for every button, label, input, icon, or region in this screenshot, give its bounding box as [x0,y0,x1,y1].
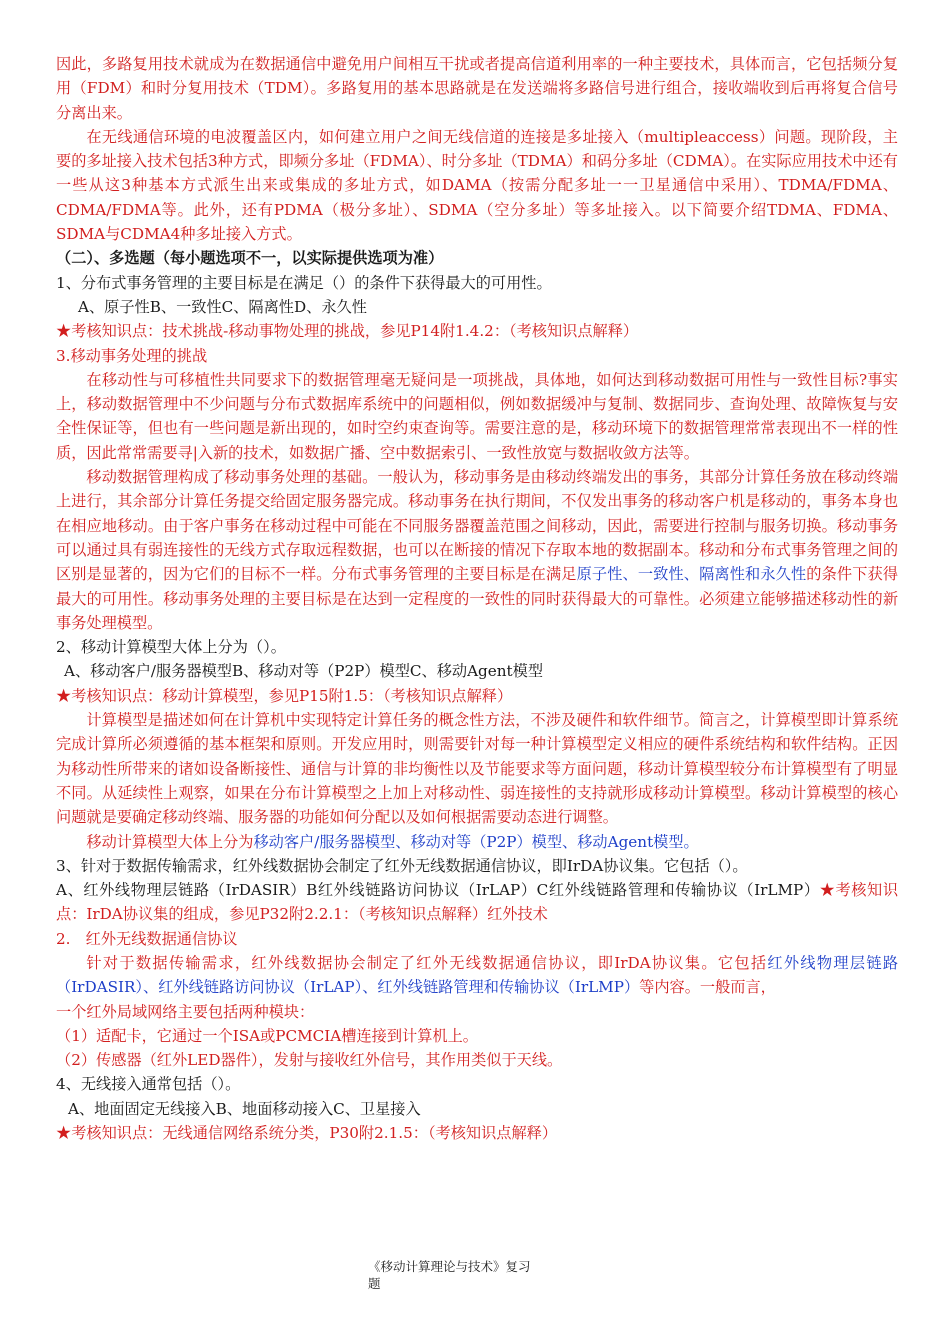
question-2-options: A、移动客户/服务器模型B、移动对等（P2P）模型C、移动Agent模型 [64,662,544,681]
footer-line-1: 《移动计算理论与技术》复习 [368,1259,531,1274]
answer-highlight: 移动客户/服务器模型、移动对等（P2P）模型、移动Agent模型。 [253,832,699,851]
knowledge-text: 考核知识点：技术挑战-移动事物处理的挑战，参见P14附1.4.2：（考核知识点解释） [71,322,639,341]
question-2-knowledge [56,684,898,708]
explanation-text: 移动计算模型大体上分为 [86,832,254,851]
page-footer [368,1258,598,1292]
explanation-text: 等内容。一般而言， [639,978,776,997]
options-text: A、红外线物理层链路（IrDASIR）B红外线链路访问协议（IrLAP）C红外线链路管理和传输协议（IrLMP） [56,881,820,900]
question-1-knowledge [56,319,898,343]
question-2-explanation-2 [56,830,898,854]
question-3-subhead: 2. 红外无线数据通信协议 [56,929,238,948]
explanation-text: 针对于数据传输需求，红外线数据协会制定了红外无线数据通信协议，即IrDA协议集。它包括 [86,953,768,972]
explanation-text: 移动数据管理构成了移动事务处理的基础。一般认为，移动事务是由移动终端发出的事务，其部分计算任务放在移动终端上进行，其余部分计算任务提交给固定服务器完成。移动事务在执行期间，不仅发出事务的移动客户机是移动的，事务本身也在相应地移动。由于客户事务在移动过程中可能在不同服务器覆盖范围之间移动，因此，需要进行控制与服务切换。移动事务可以通过具有弱连接性的无线方式存取远程数据，也可以在断接的情况下存取本地的数据副本。移动和分布式事务管理之间的区别是显著的，因为它们的目标不一样。分布式事务管理的主要目标是在满足 [56,468,898,584]
answer-highlight: 原子性、一致性、隔离性和永久性 [576,565,807,584]
question-3-explanation-1 [56,951,898,1000]
paragraph-multiplexing: 因此，多路复用技术就成为在数据通信中避免用户间相互干扰或者提高信道利用率的一种主要技术，具体而言，它包括频分复用（FDM）和时分复用技术（TDM）。多路复用的基本思路就是在发送端将多路信号进行组合，接收端收到后再将复合信号分离出来。 [56,55,898,122]
question-1-explanation-1: 在移动性与可移植性共同要求下的数据管理毫无疑问是一项挑战，具体地，如何达到移动数据可用性与一致性目标?事实上，移动数据管理中不少问题与分布式数据库系统中的问题相似，例如数据缓冲与复制、数据同步、查询处理、故障恢复与安全性保证等，但也有一些问题是新出现的，如时空约束查询等。需要注意的是，移动环境下的数据管理常常表现出不一样的性质，因此常常需要寻|入新的技术，如数据广播、空中数据索引、一致性放宽与数据收敛方法等。 [56,370,898,462]
explanation-text: 的条件下获得最大的可用性。移动事务处理的主要目标是在达到一定程度的一致性的同时获得最大的可靠性。必须建立能够描述移动性的新事务处理模型。 [56,565,899,632]
knowledge-text: 考核知识点：IrDA协议集的组成，参见P32附2.2.1：（考核知识点解释）红外技术 [56,881,899,924]
question-2-explanation-1: 计算模型是描述如何在计算机中实现特定计算任务的概念性方法，不涉及硬件和软件细节。简言之，计算模型即计算系统完成计算所必须遵循的基本框架和原则。开发应用时，则需要针对每一种计算模型定义相应的硬件系统结构和软件结构。正因为移动性所带来的诸如设备断接性、通信与计算的非均衡性以及节能要求等方面问题，移动计算模型较分布计算模型有了明显不同。从延续性上观察，如果在分布计算模型之上加上对移动性、弱连接性的支持就形成移动计算模型。移动计算模型的核心问题就是要确定移动终端、服务器的功能如何分配以及如何根据需要动态进行调整。 [56,711,898,827]
star-icon: ★ [56,322,72,341]
answer-highlight: 红外线物理层链路（IrDASIR）、红外线链路访问协议（IrLAP）、红外线链路管理和传输协议（IrLMP） [56,953,899,997]
question-2: 2、移动计算模型大体上分为（）。 [56,638,286,657]
question-1-subhead: 3.移动事务处理的挑战 [56,346,208,365]
question-4-options: A、地面固定无线接入B、地面移动接入C、卫星接入 [68,1099,421,1118]
footer-line-2: 题 [368,1276,381,1291]
star-icon: ★ [56,686,72,705]
question-1-options: A、原子性B、一致性C、隔离性D、永久性 [78,297,367,316]
question-4: 4、无线接入通常包括（）。 [56,1075,241,1094]
question-3-item-1: （1）适配卡，它通过一个ISA或PCMCIA槽连接到计算机上。 [56,1026,478,1045]
section-title: （二）、多选题（每小题选项不一，以实际提供选项为准） [56,249,444,268]
question-3-explanation-2: 一个红外局域网络主要包括两种模块： [56,1002,315,1021]
document-body [56,52,898,1145]
question-3-options [56,878,898,927]
star-icon: ★ [819,881,836,900]
knowledge-text: 考核知识点：移动计算模型，参见P15附1.5：（考核知识点解释） [71,686,513,705]
question-1: 1、分布式事务管理的主要目标是在满足（）的条件下获得最大的可用性。 [56,273,552,292]
question-1-explanation-2 [56,465,898,635]
question-3-item-2: （2）传感器（红外LED器件），发射与接收红外信号，其作用类似于天线。 [56,1051,563,1070]
star-icon: ★ [56,1124,72,1143]
question-3: 3、针对于数据传输需求，红外线数据协会制定了红外无线数据通信协议，即IrDA协议集。它包括（）。 [56,856,748,875]
paragraph-multiple-access: 在无线通信环境的电波覆盖区内，如何建立用户之间无线信道的连接是多址接入（multipleaccess）问题。现阶段，主要的多址接入技术包括3种方式，即频分多址（FDMA）、时分多址（TDMA）和码分多址（CDMA）。在实际应用技术中还有一些从这3种基本方式派生出来或集成的多址方式，如DAMA（按需分配多址一一卫星通信中采用）、TDMA/FDMA、CDMA/FDMA等。此外，还有PDMA（极分多址）、SDMA（空分多址）等多址接入。以下简要介绍TDMA、FDMA、SDMA与CDMA4种多址接入方式。 [56,127,898,244]
question-4-knowledge [56,1121,898,1145]
knowledge-text: 考核知识点：无线通信网络系统分类，P30附2.1.5：（考核知识点解释） [71,1124,558,1143]
